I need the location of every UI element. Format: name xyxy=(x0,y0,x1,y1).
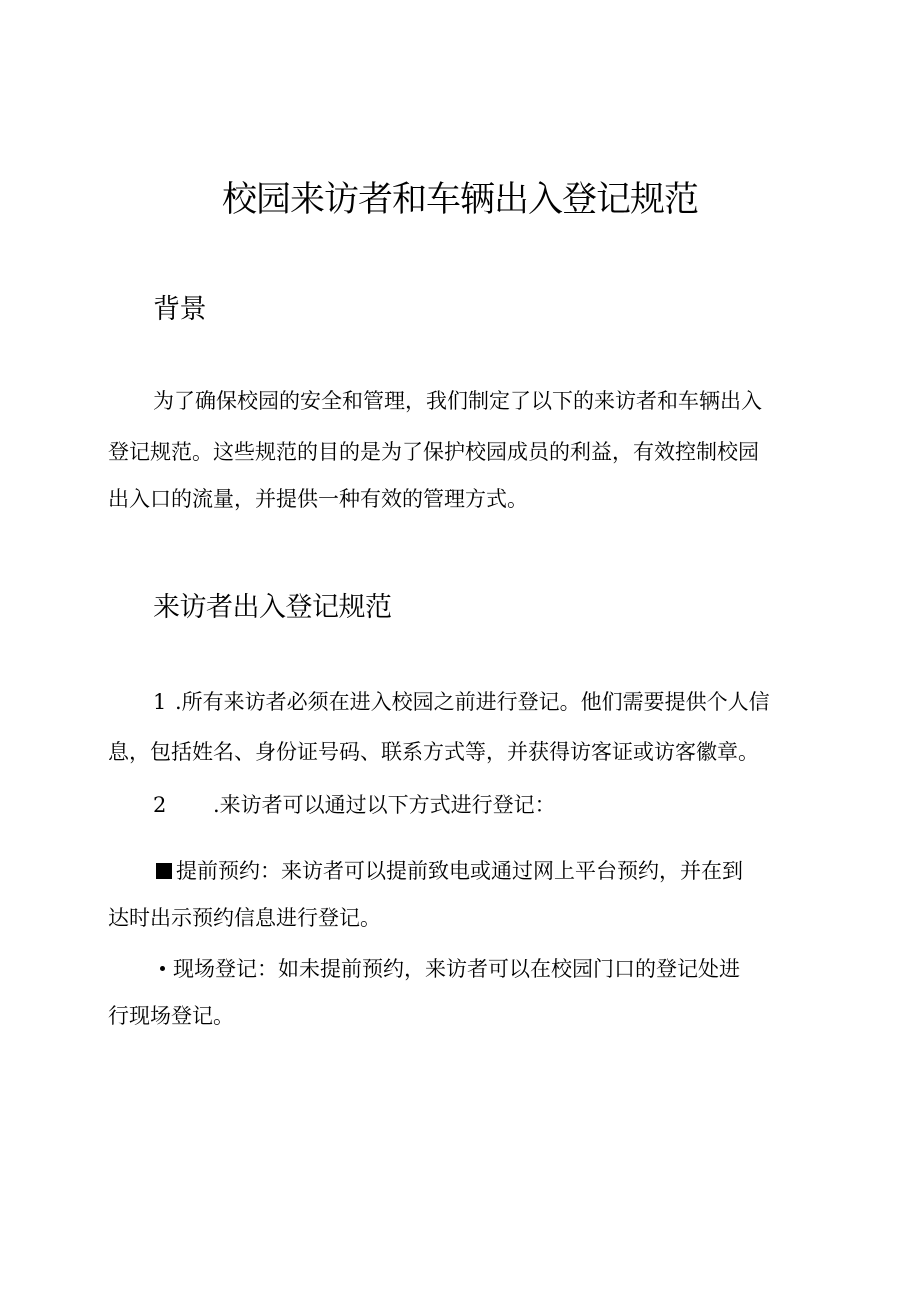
list-item-line xyxy=(153,687,770,717)
square-bullet-icon xyxy=(156,863,172,879)
method-line xyxy=(156,856,743,886)
item-text: .来访者可以通过以下方式进行登记： xyxy=(213,793,556,817)
section-heading-background: 背景 xyxy=(153,294,206,325)
method-line: 行现场登记。 xyxy=(108,1004,234,1028)
method-text: 提前预约：来访者可以提前致电或通过网上平台预约，并在到 xyxy=(176,859,743,883)
item-number: 1 xyxy=(153,690,167,714)
dot-bullet-icon xyxy=(160,966,165,971)
list-item-line xyxy=(153,790,556,820)
method-text: 现场登记：如未提前预约，来访者可以在校园门口的登记处进 xyxy=(173,957,740,981)
paragraph-line: 为了确保校园的安全和管理，我们制定了以下的来访者和车辆出入 xyxy=(153,389,762,413)
document-title: 校园来访者和车辆出入登记规范 xyxy=(221,180,698,220)
paragraph-line: 登记规范。这些规范的目的是为了保护校园成员的利益，有效控制校园 xyxy=(108,440,759,464)
item-text: .所有来访者必须在进入校园之前进行登记。他们需要提供个人信 xyxy=(175,690,770,714)
item-number: 2 xyxy=(153,793,167,817)
method-line xyxy=(160,954,740,984)
method-line: 达时出示预约信息进行登记。 xyxy=(108,906,381,930)
list-item-line: 息，包括姓名、身份证号码、联系方式等，并获得访客证或访客徽章。 xyxy=(108,740,759,764)
section-heading-visitor-registration: 来访者出入登记规范 xyxy=(153,592,392,623)
paragraph-line: 出入口的流量，并提供一种有效的管理方式。 xyxy=(108,487,528,511)
